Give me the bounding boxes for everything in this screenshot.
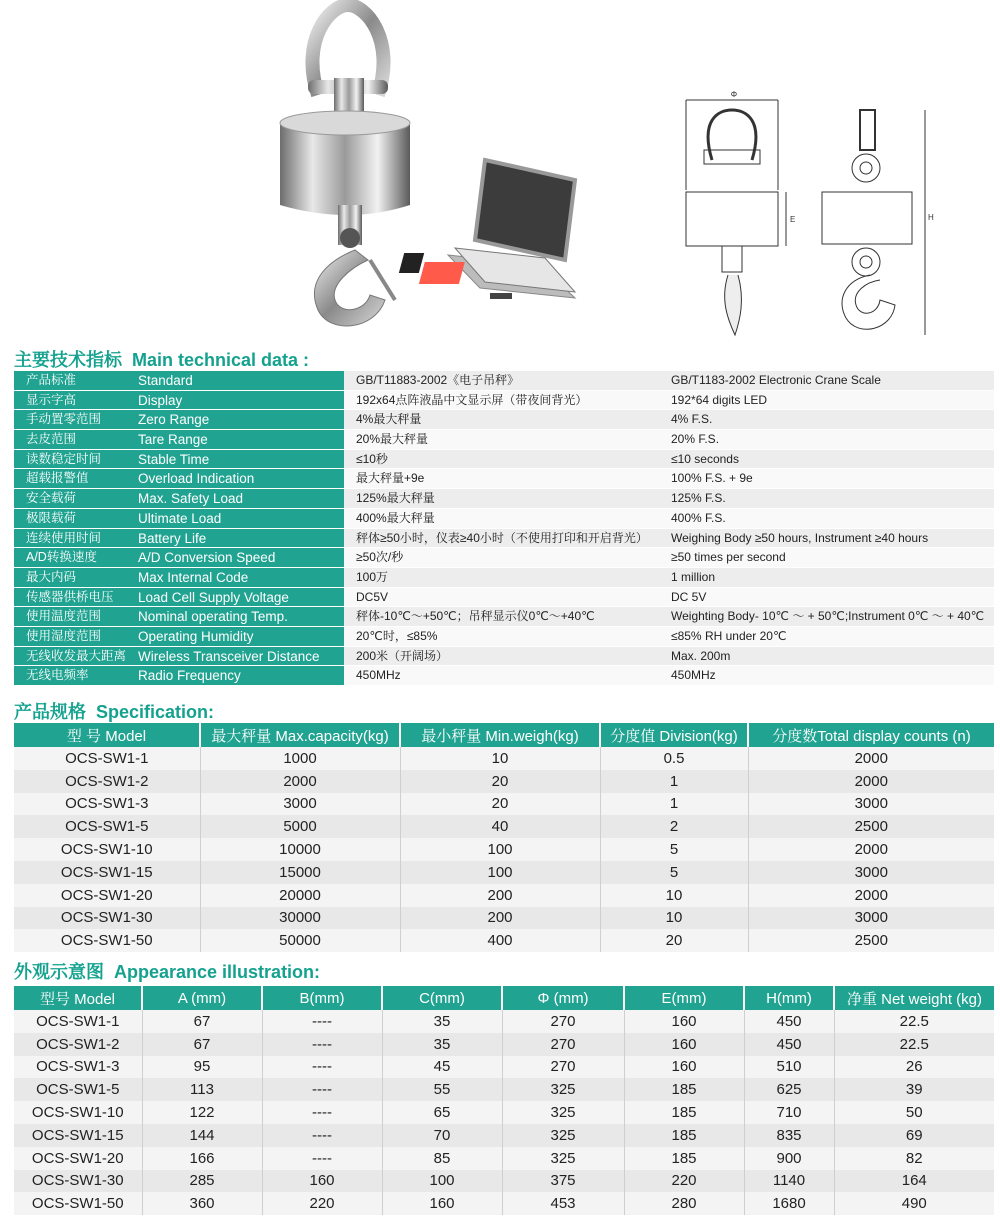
table-cell: OCS-SW1-10 <box>14 1101 142 1124</box>
table-cell: 1 <box>600 770 748 793</box>
table-cell: OCS-SW1-1 <box>14 747 200 770</box>
spec-value-zh: DC5V <box>344 588 659 608</box>
spec-label-en: Wireless Transceiver Distance <box>134 647 344 667</box>
table-cell: OCS-SW1-10 <box>14 838 200 861</box>
table-cell: ---- <box>262 1056 382 1079</box>
table-cell: 185 <box>624 1078 744 1101</box>
spec-value-en: ≥50 times per second <box>659 548 994 568</box>
spec-label-zh: 最大内码 <box>14 568 134 588</box>
spec-value-zh: 秤体≥50小时，仪表≥40小时（不使用打印和开启背光） <box>344 529 659 549</box>
table-cell: 185 <box>624 1101 744 1124</box>
spec-value-zh: 200米（开阔场） <box>344 647 659 667</box>
table-cell: 5 <box>600 838 748 861</box>
spec-value-en: Weighing Body ≥50 hours, Instrument ≥40 hours <box>659 529 994 549</box>
table-cell: 95 <box>142 1056 262 1079</box>
spec-label-zh: 显示字高 <box>14 391 134 411</box>
table-cell: 122 <box>142 1101 262 1124</box>
column-header: B(mm) <box>262 986 382 1010</box>
spec-value-en: ≤85% RH under 20℃ <box>659 627 994 647</box>
table-cell: ---- <box>262 1010 382 1033</box>
table-cell: OCS-SW1-2 <box>14 770 200 793</box>
main-technical-data-title <box>14 346 309 372</box>
spec-value-zh: 秤体-10℃～+50℃；吊秤显示仪0℃～+40℃ <box>344 607 659 627</box>
table-cell: 2000 <box>748 770 994 793</box>
table-cell: 67 <box>142 1010 262 1033</box>
spec-label-en: Stable Time <box>134 450 344 470</box>
spec-row <box>14 666 994 686</box>
table-cell: 67 <box>142 1033 262 1056</box>
spec-value-zh: 20%最大秤量 <box>344 430 659 450</box>
e-label: E <box>790 215 796 224</box>
table-cell: 325 <box>502 1124 624 1147</box>
spec-label-en: Zero Range <box>134 410 344 430</box>
table-cell: 15000 <box>200 861 400 884</box>
spec-row <box>14 489 994 509</box>
specification-table <box>14 723 994 952</box>
spec-value-en: 450MHz <box>659 666 994 686</box>
table-cell: 40 <box>400 815 600 838</box>
spec-label-en: Max. Safety Load <box>134 489 344 509</box>
column-header: A (mm) <box>142 986 262 1010</box>
table-cell: 220 <box>262 1192 382 1215</box>
table-cell: 450 <box>744 1010 834 1033</box>
table-cell: 375 <box>502 1170 624 1193</box>
spec-value-en: 4% F.S. <box>659 410 994 430</box>
spec-value-en: DC 5V <box>659 588 994 608</box>
table-cell: 3000 <box>748 861 994 884</box>
spec-row <box>14 410 994 430</box>
spec-label-en: Ultimate Load <box>134 509 344 529</box>
spec-row <box>14 568 994 588</box>
spec-label-zh: 连续使用时间 <box>14 529 134 549</box>
column-header: 型 号 Model <box>14 723 200 747</box>
table-cell: 200 <box>400 884 600 907</box>
table-cell: 270 <box>502 1010 624 1033</box>
table-row <box>14 907 994 930</box>
table-cell: OCS-SW1-15 <box>14 1124 142 1147</box>
spec-value-en: 100% F.S. + 9e <box>659 469 994 489</box>
spec-label-en: Max Internal Code <box>134 568 344 588</box>
table-cell: 220 <box>624 1170 744 1193</box>
table-cell: 160 <box>624 1033 744 1056</box>
table-row <box>14 884 994 907</box>
table-row <box>14 861 994 884</box>
title-zh: 产品规格 <box>14 702 86 722</box>
spec-label-en: Operating Humidity <box>134 627 344 647</box>
table-cell: 2500 <box>748 929 994 952</box>
spec-row <box>14 627 994 647</box>
table-row <box>14 1124 994 1147</box>
table-cell: 2000 <box>748 884 994 907</box>
table-cell: 5 <box>600 861 748 884</box>
table-cell: 82 <box>834 1147 994 1170</box>
spec-value-en: 125% F.S. <box>659 489 994 509</box>
table-cell: 285 <box>142 1170 262 1193</box>
table-cell: 270 <box>502 1033 624 1056</box>
table-row <box>14 1010 994 1033</box>
spec-label-en: Load Cell Supply Voltage <box>134 588 344 608</box>
table-cell: 3000 <box>748 793 994 816</box>
spec-label-en: Radio Frequency <box>134 666 344 686</box>
column-header: 最大秤量 Max.capacity(kg) <box>200 723 400 747</box>
table-cell: 325 <box>502 1078 624 1101</box>
table-cell: 160 <box>382 1192 502 1215</box>
spec-value-en: 192*64 digits LED <box>659 391 994 411</box>
spec-value-en: 20% F.S. <box>659 430 994 450</box>
table-cell: ---- <box>262 1033 382 1056</box>
table-cell: OCS-SW1-30 <box>14 907 200 930</box>
spec-value-en: 400% F.S. <box>659 509 994 529</box>
table-cell: 1000 <box>200 747 400 770</box>
table-cell: ---- <box>262 1101 382 1124</box>
spec-value-zh: ≥50次/秒 <box>344 548 659 568</box>
column-header: 分度值 Division(kg) <box>600 723 748 747</box>
table-cell: 10 <box>600 907 748 930</box>
spec-value-en: Max. 200m <box>659 647 994 667</box>
column-header: 型号 Model <box>14 986 142 1010</box>
column-header: 最小秤量 Min.weigh(kg) <box>400 723 600 747</box>
table-cell: 20 <box>400 770 600 793</box>
table-cell: 625 <box>744 1078 834 1101</box>
table-cell: 2000 <box>748 838 994 861</box>
side-view-drawing <box>822 110 925 335</box>
spec-row <box>14 647 994 667</box>
table-cell: 510 <box>744 1056 834 1079</box>
table-cell: 453 <box>502 1192 624 1215</box>
column-header: H(mm) <box>744 986 834 1010</box>
title-zh: 外观示意图 <box>14 962 104 982</box>
table-row <box>14 793 994 816</box>
spec-label-en: Display <box>134 391 344 411</box>
table-cell: 2000 <box>748 747 994 770</box>
spec-value-zh: 20℃时，≤85% <box>344 627 659 647</box>
table-cell: 20 <box>400 793 600 816</box>
table-cell: OCS-SW1-20 <box>14 884 200 907</box>
table-cell: 22.5 <box>834 1033 994 1056</box>
spec-label-en: Nominal operating Temp. <box>134 607 344 627</box>
table-cell: 270 <box>502 1056 624 1079</box>
spec-row <box>14 588 994 608</box>
table-cell: 185 <box>624 1147 744 1170</box>
table-cell: 100 <box>382 1170 502 1193</box>
spec-label-zh: 使用温度范围 <box>14 607 134 627</box>
table-cell: 144 <box>142 1124 262 1147</box>
spec-label-zh: 使用湿度范围 <box>14 627 134 647</box>
table-cell: 113 <box>142 1078 262 1101</box>
spec-label-en: Standard <box>134 371 344 391</box>
table-row <box>14 1033 994 1056</box>
table-cell: 50000 <box>200 929 400 952</box>
table-cell: 10000 <box>200 838 400 861</box>
table-cell: 2000 <box>200 770 400 793</box>
spec-value-en: Weighting Body- 10℃ ～ + 50℃;Instrument 0℃ ～ + 40℃ <box>659 607 994 627</box>
appearance-table <box>14 986 994 1215</box>
table-cell: 65 <box>382 1101 502 1124</box>
table-cell: ---- <box>262 1124 382 1147</box>
table-cell: 1 <box>600 793 748 816</box>
table-cell: OCS-SW1-2 <box>14 1033 142 1056</box>
spec-value-zh: GB/T11883-2002《电子吊秤》 <box>344 371 659 391</box>
table-row <box>14 747 994 770</box>
table-row <box>14 1101 994 1124</box>
table-cell: 280 <box>624 1192 744 1215</box>
front-view-drawing <box>686 100 786 335</box>
spec-value-zh: 450MHz <box>344 666 659 686</box>
table-cell: 35 <box>382 1033 502 1056</box>
table-cell: 450 <box>744 1033 834 1056</box>
spec-row <box>14 391 994 411</box>
title-en: Appearance illustration: <box>114 962 321 982</box>
table-cell: OCS-SW1-50 <box>14 1192 142 1215</box>
spec-label-zh: 产品标准 <box>14 371 134 391</box>
spec-value-zh: 最大秤量+9e <box>344 469 659 489</box>
spec-value-zh: ≤10秒 <box>344 450 659 470</box>
table-row <box>14 1078 994 1101</box>
instrument-case-photo <box>399 160 575 299</box>
title-en: Specification: <box>96 702 215 722</box>
column-header: C(mm) <box>382 986 502 1010</box>
spec-label-zh: 超载报警值 <box>14 469 134 489</box>
table-cell: 5000 <box>200 815 400 838</box>
table-cell: 900 <box>744 1147 834 1170</box>
table-cell: 3000 <box>748 907 994 930</box>
table-cell: OCS-SW1-50 <box>14 929 200 952</box>
table-cell: 10 <box>400 747 600 770</box>
spec-value-en: 1 million <box>659 568 994 588</box>
table-cell: 835 <box>744 1124 834 1147</box>
spec-value-zh: 192x64点阵液晶中文显示屏（带夜间背光） <box>344 391 659 411</box>
spec-row <box>14 430 994 450</box>
table-cell: 39 <box>834 1078 994 1101</box>
table-row <box>14 1170 994 1193</box>
column-header: 分度数Total display counts (n) <box>748 723 994 747</box>
spec-label-zh: 无线收发最大距离 <box>14 647 134 667</box>
spec-value-en: GB/T1183-2002 Electronic Crane Scale <box>659 371 994 391</box>
table-cell: OCS-SW1-5 <box>14 815 200 838</box>
column-header: E(mm) <box>624 986 744 1010</box>
product-illustration <box>0 0 1000 340</box>
table-cell: 2 <box>600 815 748 838</box>
table-cell: OCS-SW1-3 <box>14 1056 142 1079</box>
technical-data-table <box>14 371 994 686</box>
table-cell: OCS-SW1-5 <box>14 1078 142 1101</box>
appearance-title <box>14 958 320 984</box>
table-cell: 325 <box>502 1101 624 1124</box>
table-cell: 20000 <box>200 884 400 907</box>
table-cell: 22.5 <box>834 1010 994 1033</box>
spec-label-zh: 安全载荷 <box>14 489 134 509</box>
product-images <box>0 0 1000 340</box>
table-cell: ---- <box>262 1078 382 1101</box>
title-zh: 主要技术指标 <box>14 350 122 370</box>
spec-label-zh: 手动置零范围 <box>14 410 134 430</box>
table-cell: 166 <box>142 1147 262 1170</box>
table-cell: 160 <box>262 1170 382 1193</box>
title-en: Main technical data : <box>132 350 310 370</box>
spec-value-zh: 100万 <box>344 568 659 588</box>
table-row <box>14 838 994 861</box>
spec-row <box>14 548 994 568</box>
table-cell: 325 <box>502 1147 624 1170</box>
table-cell: 710 <box>744 1101 834 1124</box>
column-header: 净重 Net weight (kg) <box>834 986 994 1010</box>
table-cell: 100 <box>400 861 600 884</box>
spec-label-en: Tare Range <box>134 430 344 450</box>
spec-label-en: A/D Conversion Speed <box>134 548 344 568</box>
table-cell: 50 <box>834 1101 994 1124</box>
spec-row <box>14 469 994 489</box>
spec-row <box>14 529 994 549</box>
table-cell: 164 <box>834 1170 994 1193</box>
table-row <box>14 929 994 952</box>
specification-title <box>14 698 214 724</box>
table-cell: 69 <box>834 1124 994 1147</box>
spec-label-en: Battery Life <box>134 529 344 549</box>
table-cell: 200 <box>400 907 600 930</box>
spec-label-zh: 极限载荷 <box>14 509 134 529</box>
spec-value-en: ≤10 seconds <box>659 450 994 470</box>
table-cell: 0.5 <box>600 747 748 770</box>
table-cell: 1680 <box>744 1192 834 1215</box>
table-cell: OCS-SW1-1 <box>14 1010 142 1033</box>
table-cell: 160 <box>624 1056 744 1079</box>
spec-row <box>14 450 994 470</box>
spec-value-zh: 4%最大秤量 <box>344 410 659 430</box>
table-cell: OCS-SW1-3 <box>14 793 200 816</box>
table-cell: 20 <box>600 929 748 952</box>
column-header: Φ (mm) <box>502 986 624 1010</box>
table-row <box>14 1147 994 1170</box>
table-cell: 26 <box>834 1056 994 1079</box>
table-cell: 100 <box>400 838 600 861</box>
table-cell: 3000 <box>200 793 400 816</box>
table-cell: OCS-SW1-15 <box>14 861 200 884</box>
h-label: H <box>928 213 934 222</box>
table-cell: 85 <box>382 1147 502 1170</box>
table-cell: 185 <box>624 1124 744 1147</box>
table-cell: 490 <box>834 1192 994 1215</box>
spec-label-zh: 传感器供桥电压 <box>14 588 134 608</box>
table-cell: OCS-SW1-30 <box>14 1170 142 1193</box>
spec-row <box>14 371 994 391</box>
spec-row <box>14 509 994 529</box>
spec-value-zh: 400%最大秤量 <box>344 509 659 529</box>
spec-value-zh: 125%最大秤量 <box>344 489 659 509</box>
spec-label-zh: 读数稳定时间 <box>14 450 134 470</box>
table-row <box>14 1192 994 1215</box>
spec-label-zh: 去皮范围 <box>14 430 134 450</box>
table-cell: 160 <box>624 1010 744 1033</box>
table-cell: ---- <box>262 1147 382 1170</box>
table-cell: 70 <box>382 1124 502 1147</box>
table-cell: 1140 <box>744 1170 834 1193</box>
table-cell: 30000 <box>200 907 400 930</box>
table-cell: 10 <box>600 884 748 907</box>
spec-row <box>14 607 994 627</box>
table-cell: 55 <box>382 1078 502 1101</box>
phi-label: Φ <box>730 90 738 99</box>
table-cell: OCS-SW1-20 <box>14 1147 142 1170</box>
spec-label-zh: 无线电频率 <box>14 666 134 686</box>
table-cell: 360 <box>142 1192 262 1215</box>
spec-label-en: Overload Indication <box>134 469 344 489</box>
table-cell: 35 <box>382 1010 502 1033</box>
table-cell: 45 <box>382 1056 502 1079</box>
table-cell: 400 <box>400 929 600 952</box>
spec-label-zh: A/D转换速度 <box>14 548 134 568</box>
table-row <box>14 770 994 793</box>
crane-scale-photo <box>280 5 410 326</box>
table-row <box>14 1056 994 1079</box>
table-row <box>14 815 994 838</box>
table-cell: 2500 <box>748 815 994 838</box>
